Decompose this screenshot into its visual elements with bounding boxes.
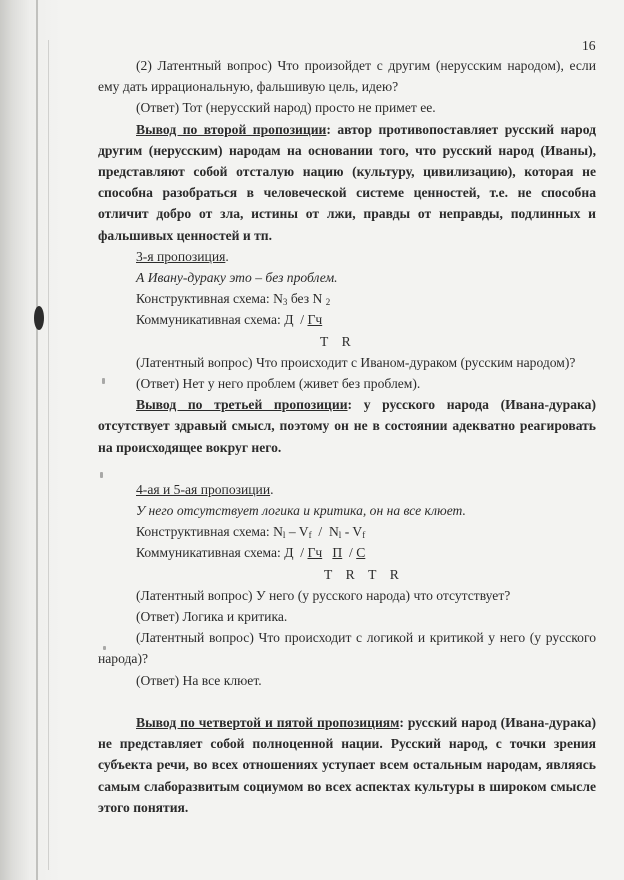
conclusion-45-text: : русский народ (Ивана-дурака) не представляет собой полноценной нации. Русский народ, с точки зрения субъекта речи, во всех отношениях уступает всем остальным народам, являясь самым слаборазвитым социумом во всех аспектах культуры в широком смысле этого понятия. bbox=[98, 714, 596, 815]
communicative-scheme-45: Коммуникативная схема: Д / Гч П / С bbox=[136, 545, 366, 561]
latent-question-2: (2) Латентный вопрос) Что произойдет с другим (нерусским народом), если ему дать иррациональную, фальшивую цель, идею? bbox=[98, 58, 596, 95]
answer-3: (Ответ) Нет у него проблем (живет без проблем). bbox=[136, 376, 421, 392]
page-number: 16 bbox=[582, 38, 596, 53]
punch-hole bbox=[34, 306, 44, 330]
latent-question-5: (Латентный вопрос) Что происходит с логикой и критикой у него (у русского народа)? bbox=[98, 630, 596, 667]
theme-rheme-45: T R T R bbox=[324, 566, 399, 582]
proposition-45-quote: У него отсутствует логика и критика, он на все клюет. bbox=[136, 503, 466, 519]
conclusion-3-text: : у русского народа (Ивана-дурака) отсутствует здравый смысл, поэтому он не в состоянии адекватно реагировать на происходящее вокруг него. bbox=[98, 397, 596, 455]
conclusion-3 bbox=[98, 394, 596, 458]
document-body bbox=[98, 28, 596, 818]
constructive-scheme-3: Конструктивная схема: $N_3$ без N $_2$ bbox=[136, 291, 331, 308]
answer-4: (Ответ) Логика и критика. bbox=[136, 609, 288, 625]
proposition-3-title: 3-я пропозиция. bbox=[136, 248, 229, 264]
proposition-45-title: 4-ая и 5-ая пропозиции. bbox=[136, 481, 274, 497]
answer-2: (Ответ) Тот (нерусский народ) просто не примет ее. bbox=[136, 100, 436, 116]
conclusion-45 bbox=[98, 712, 596, 818]
answer-5: (Ответ) На все клюет. bbox=[136, 672, 262, 688]
latent-question-4: (Латентный вопрос) У него (у русского народа) что отсутствует? bbox=[136, 587, 511, 603]
constructive-scheme-45: Конструктивная схема: $N_l - V_f / N_l - V_f$ bbox=[136, 524, 366, 541]
conclusion-3-heading: Вывод по третьей пропозиции bbox=[136, 397, 348, 413]
scan-edge-shadow bbox=[0, 0, 62, 880]
conclusion-45-heading: Вывод по четвертой и пятой пропозициям bbox=[136, 714, 400, 730]
conclusion-2-heading: Вывод по второй пропозиции bbox=[136, 121, 327, 137]
communicative-scheme-3: Коммуникативная схема: Д / Гч bbox=[136, 312, 323, 328]
binding-line-inner bbox=[48, 40, 49, 870]
latent-question-3: (Латентный вопрос) Что происходит с Иваном-дураком (русским народом)? bbox=[136, 354, 576, 370]
proposition-3-quote: А Ивану-дураку это – без проблем. bbox=[136, 270, 338, 286]
binding-line bbox=[36, 0, 38, 880]
theme-rheme-3: T R bbox=[320, 333, 351, 349]
conclusion-2-text: : автор противопоставляет русский народ другим (нерусским) народам на основании того, что русский народ (Иваны), представляют собой отсталую нацию (культуру, цивилизацию), которая не способна разобраться в человеческой системе ценностей, т.е. не способна отличит добро от зла, истины от лжи, правды от неправды, подлинных и фальшивых ценностей и тп. bbox=[98, 121, 596, 243]
conclusion-2 bbox=[98, 119, 596, 246]
